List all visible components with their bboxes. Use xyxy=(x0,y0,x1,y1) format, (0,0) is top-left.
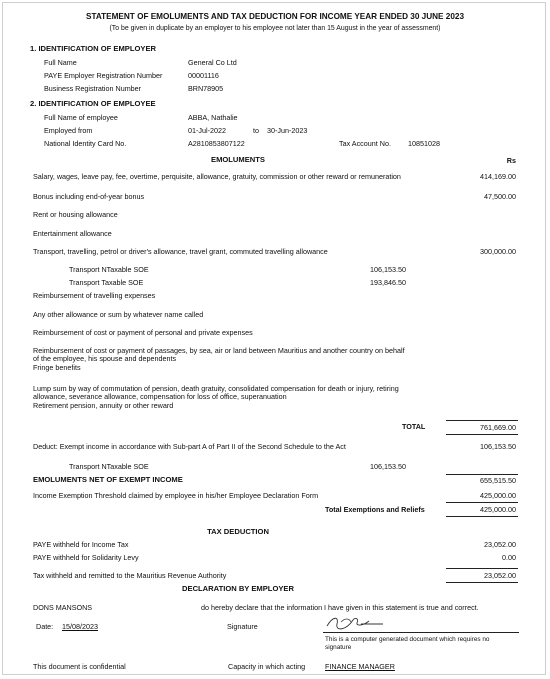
total-exemptions-amount: 425,000.00 xyxy=(480,505,516,514)
deduct-ntaxable-label: Transport NTaxable SOE xyxy=(69,462,149,471)
bonus-label: Bonus including end-of-year bonus xyxy=(33,192,145,201)
other-allowance-label: Any other allowance or sum by whatever name called xyxy=(33,310,204,319)
declarant-name: DONS MANSONS xyxy=(33,603,93,612)
transport-taxable-amount: 193,846.50 xyxy=(370,278,406,287)
rent-label: Rent or housing allowance xyxy=(33,210,118,219)
reimbursement-passages-line2: of the employee, his spouse and dependents xyxy=(33,354,177,363)
net-top-rule xyxy=(446,474,518,475)
employer-full-name-label: Full Name xyxy=(44,58,77,67)
tax-deduction-heading: TAX DEDUCTION xyxy=(207,527,269,536)
computer-generated-note-line2: signature xyxy=(325,644,352,651)
paye-solidarity-label: PAYE withheld for Solidarity Levy xyxy=(33,553,139,562)
total-amount: 761,669.00 xyxy=(480,423,516,432)
net-emoluments-amount: 655,515.50 xyxy=(480,476,516,485)
paye-registration-number: 00001116 xyxy=(188,71,219,80)
paye-registration-label: PAYE Employer Registration Number xyxy=(44,71,163,80)
document-subtitle: (To be given in duplicate by an employer to his employee not later than 15 August in the year of assessment) xyxy=(109,25,441,32)
paye-solidarity-amount: 0.00 xyxy=(502,553,516,562)
paye-income-tax-label: PAYE withheld for Income Tax xyxy=(33,540,129,549)
salary-label: Salary, wages, leave pay, fee, overtime, perquisite, allowance, gratuity, commission or other reward or remuneration xyxy=(33,172,401,181)
deduct-exempt-amount: 106,153.50 xyxy=(480,442,516,451)
declaration-statement: do hereby declare that the information I have given in this statement is true and correct. xyxy=(201,603,479,612)
transport-ntaxable-amount: 106,153.50 xyxy=(370,265,406,274)
withheld-top-rule xyxy=(446,568,518,569)
declaration-heading: DECLARATION BY EMPLOYER xyxy=(182,584,294,593)
deduct-ntaxable-amount: 106,153.50 xyxy=(370,462,406,471)
entertainment-label: Entertainment allowance xyxy=(33,229,112,238)
signature-label: Signature xyxy=(227,622,258,631)
employer-full-name: General Co Ltd xyxy=(188,58,237,67)
employee-name-label: Full Name of employee xyxy=(44,113,118,122)
employer-section-heading: 1. IDENTIFICATION OF EMPLOYER xyxy=(30,44,157,53)
document-title: STATEMENT OF EMOLUMENTS AND TAX DEDUCTION FOR INCOME YEAR ENDED 30 JUNE 2023 xyxy=(85,12,465,21)
confidential-note: This document is confidential xyxy=(33,662,126,671)
transport-amount: 300,000.00 xyxy=(480,247,516,256)
salary-amount: 414,169.00 xyxy=(480,172,516,181)
capacity-label: Capacity in which acting xyxy=(228,662,306,671)
total-label: TOTAL xyxy=(402,422,426,431)
employed-from-label: Employed from xyxy=(44,126,93,135)
nic-label: National Identity Card No. xyxy=(44,139,127,148)
deduct-exempt-label: Deduct: Exempt income in accordance with Sub-part A of Part II of the Second Schedule to the Act xyxy=(33,442,346,451)
capacity-value: FINANCE MANAGER xyxy=(325,662,395,671)
transport-ntaxable-label: Transport NTaxable SOE xyxy=(69,265,149,274)
employee-name: ABBA, Nathalie xyxy=(188,113,238,122)
net-emoluments-label: EMOLUMENTS NET OF EXEMPT INCOME xyxy=(33,475,183,484)
tax-withheld-label: Tax withheld and remitted to the Mauritius Revenue Authority xyxy=(33,571,227,580)
exemptions-top-rule xyxy=(446,502,518,503)
tax-account-label: Tax Account No. xyxy=(339,139,391,148)
retirement-pension-label: Retirement pension, annuity or other reward xyxy=(33,401,174,410)
computer-generated-note-line1: This is a computer generated document which requires no xyxy=(325,636,490,643)
threshold-amount: 425,000.00 xyxy=(480,491,516,500)
lump-sum-line1: Lump sum by way of commutation of pension, death gratuity, consolidated compensation for death or injury, retiring xyxy=(33,384,399,393)
currency-label: Rs xyxy=(506,156,516,165)
tax-account-number: 10851028 xyxy=(408,139,440,148)
total-top-rule xyxy=(446,420,518,421)
total-exemptions-label: Total Exemptions and Reliefs xyxy=(325,505,425,514)
lump-sum-line2: allowance, severance allowance, compensation for loss of office, superanuation xyxy=(33,392,287,401)
nic-number: A2810853807122 xyxy=(188,139,245,148)
date-label: Date: xyxy=(36,622,54,631)
reimbursement-personal-label: Reimbursement of cost or payment of personal and private expenses xyxy=(33,328,253,337)
tax-withheld-amount: 23,052.00 xyxy=(484,571,516,580)
employed-to-date: 30-Jun-2023 xyxy=(267,126,308,135)
fringe-benefits-label: Fringe benefits xyxy=(33,363,81,372)
transport-label: Transport, travelling, petrol or driver's allowance, travel grant, commuted travelling allowance xyxy=(33,247,328,256)
reimbursement-travel-label: Reimbursement of travelling expenses xyxy=(33,291,156,300)
total-bottom-rule xyxy=(446,434,518,435)
business-registration-label: Business Registration Number xyxy=(44,84,142,93)
withheld-bottom-rule xyxy=(446,582,518,583)
exemptions-bottom-rule xyxy=(446,516,518,517)
reimbursement-passages-line1: Reimbursement of cost or payment of passages, by sea, air or land between Mauritius and another country on behalf xyxy=(33,346,405,355)
employee-section-heading: 2. IDENTIFICATION OF EMPLOYEE xyxy=(30,99,156,108)
bonus-amount: 47,500.00 xyxy=(484,192,516,201)
transport-taxable-label: Transport Taxable SOE xyxy=(69,278,144,287)
business-registration-number: BRN78905 xyxy=(188,84,224,93)
threshold-label: Income Exemption Threshold claimed by employee in his/her Employee Declaration Form xyxy=(33,491,319,500)
declaration-date: 15/08/2023 xyxy=(62,622,98,631)
paye-income-tax-amount: 23,052.00 xyxy=(484,540,516,549)
signature-line xyxy=(323,632,519,633)
employed-from-date: 01-Jul-2022 xyxy=(188,126,226,135)
emoluments-heading: EMOLUMENTS xyxy=(211,155,265,164)
employed-to-label: to xyxy=(253,126,259,135)
signature-image xyxy=(323,612,433,634)
